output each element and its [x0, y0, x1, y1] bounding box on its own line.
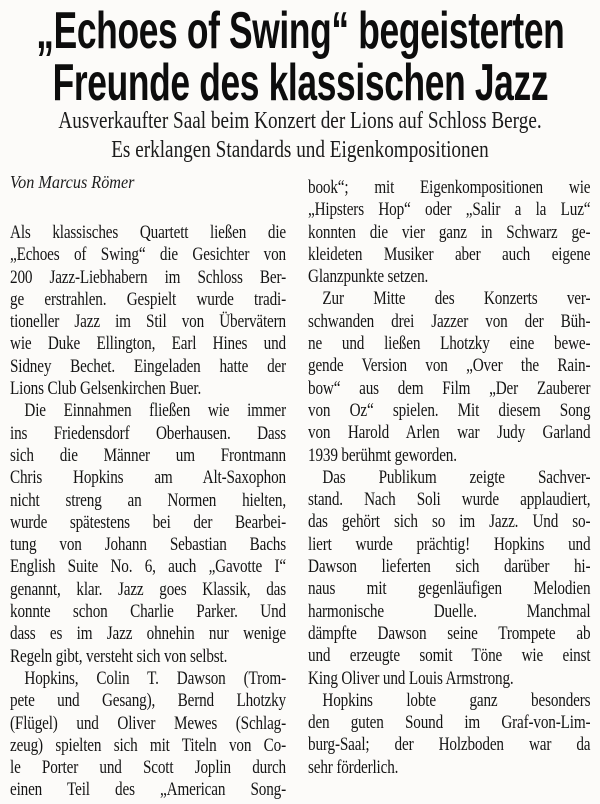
body-line: Sidney Bechet. Eingeladen hatte der — [10, 355, 286, 377]
body-line: Chris Hopkins am Alt-Saxophon — [10, 467, 286, 489]
body-line: King Oliver und Louis Armstrong. — [308, 667, 514, 689]
body-line: tung von Johann Sebastian Bachs — [10, 534, 286, 556]
body-line: Dawson lieferten sich darüber hi- — [308, 556, 591, 578]
body-line: den guten Sound im Graf-von-Lim- — [308, 712, 591, 734]
body-line: Als klassisches Quartett ließen die — [10, 222, 286, 243]
article-headline — [0, 2, 600, 112]
body-line: naus mit gegenläufigen Melodien — [308, 578, 591, 600]
article-column-left — [10, 222, 286, 802]
body-line: „Hipsters Hop“ oder „Salir a la Luz“ — [308, 199, 591, 221]
body-line: konnten die vier ganz in Schwarz ge- — [308, 221, 591, 243]
body-line: Lions Club Gelsenkirchen Buer. — [10, 378, 202, 400]
body-line: dass es im Jazz ohnehin nur wenige — [10, 623, 286, 645]
body-line: sich die Männer um Frontmann — [10, 444, 286, 466]
subheadline-line-1-text: Ausverkaufter Saal beim Konzert der Lions auf Schloss Berge. — [58, 108, 542, 134]
body-line: Hopkins, Colin T. Dawson (Trom- — [24, 667, 286, 689]
body-paragraph — [10, 668, 286, 802]
body-line: genannt, klar. Jazz goes Klassik, das — [10, 578, 286, 600]
headline-line-2 — [0, 54, 600, 112]
body-line: 200 Jazz-Liebhabern im Schloss Ber- — [10, 266, 286, 288]
article-column-right — [308, 177, 590, 779]
body-line: harmonische Duelle. Manchmal — [308, 600, 591, 622]
body-line: einen Teil des „American Song- — [10, 779, 286, 801]
body-paragraph — [10, 400, 286, 668]
body-line: „Echoes of Swing“ die Gesichter von — [10, 244, 286, 266]
body-line: (Flügel) und Oliver Mewes (Schlag- — [10, 712, 286, 734]
subheadline-line-2-text: Es erklangen Standards und Eigenkompositionen — [111, 137, 489, 163]
body-line: von Harold Arlen war Judy Garland — [308, 422, 591, 444]
body-line: stand. Nach Soli wurde applaudiert, — [308, 489, 591, 511]
body-line: pete und Gesang), Bernd Lhotzky — [10, 690, 286, 712]
subheadline-line-1 — [0, 107, 600, 136]
body-line: konnte schon Charlie Parker. Und — [10, 601, 286, 623]
body-line: ne und ließen Lhotzky eine bewe- — [308, 333, 591, 355]
body-line: le Porter und Scott Joplin durch — [10, 757, 286, 779]
body-line: dämpfte Dawson seine Trompete ab — [308, 622, 591, 644]
article-subheadline — [0, 107, 600, 165]
body-line: Die Einnahmen fließen wie immer — [24, 400, 286, 422]
body-paragraph — [308, 467, 590, 690]
body-line: ins Friedensdorf Oberhausen. Dass — [10, 422, 286, 444]
body-line: schwanden drei Jazzer von der Büh- — [308, 310, 591, 332]
body-line: book“; mit Eigenkompositionen wie — [308, 177, 591, 198]
body-line: liert wurde prächtig! Hopkins und — [308, 533, 591, 555]
subheadline-line-2 — [0, 136, 600, 165]
body-line: bow“ aus dem Film „Der Zauberer — [308, 377, 591, 399]
body-line: ge erstrahlen. Gespielt wurde tradi- — [10, 288, 286, 310]
body-paragraph — [10, 222, 286, 400]
body-line: Zur Mitte des Konzerts ver- — [322, 288, 591, 310]
article-byline: Von Marcus Römer — [10, 172, 135, 192]
body-line: und erzeugte somit Töne wie einst — [308, 645, 591, 667]
body-line: nicht streng an Normen hielten, — [10, 489, 286, 511]
body-line: sehr förderlich. — [308, 756, 399, 778]
body-paragraph — [308, 177, 590, 288]
body-line: kleideten Musiker aber auch eigene — [308, 243, 591, 265]
body-line: wie Duke Ellington, Earl Hines und — [10, 333, 286, 355]
body-line: zeug) spielten sich mit Titeln von Co- — [10, 734, 286, 756]
body-line: Das Publikum zeigte Sachver- — [322, 466, 591, 488]
body-line: von Oz“ spielen. Mit diesem Song — [308, 399, 591, 421]
body-line: tioneller Jazz im Stil von Übervätern — [10, 311, 286, 333]
headline-line-1-text: „Echoes of Swing“ begeisterten — [35, 2, 565, 60]
headline-line-1 — [0, 2, 600, 60]
body-line: Hopkins lobte ganz besonders — [322, 689, 591, 711]
body-line: Glanzpunkte setzen. — [308, 266, 429, 288]
body-line: Regeln gibt, versteht sich von selbst. — [10, 645, 228, 667]
body-line: burg-Saal; der Holzboden war da — [308, 734, 591, 756]
body-line: wurde spätestens bei der Bearbei- — [10, 511, 286, 533]
body-paragraph — [308, 288, 590, 466]
body-line: English Suite No. 6, auch „Gavotte I“ — [10, 556, 286, 578]
body-line: 1939 berühmt geworden. — [308, 444, 457, 466]
body-line: das gehört sich so im Jazz. Und so- — [308, 511, 591, 533]
body-paragraph — [308, 690, 590, 779]
headline-line-2-text: Freunde des klassischen Jazz — [52, 54, 548, 112]
body-line: gende Version von „Over the Rain- — [308, 355, 591, 377]
